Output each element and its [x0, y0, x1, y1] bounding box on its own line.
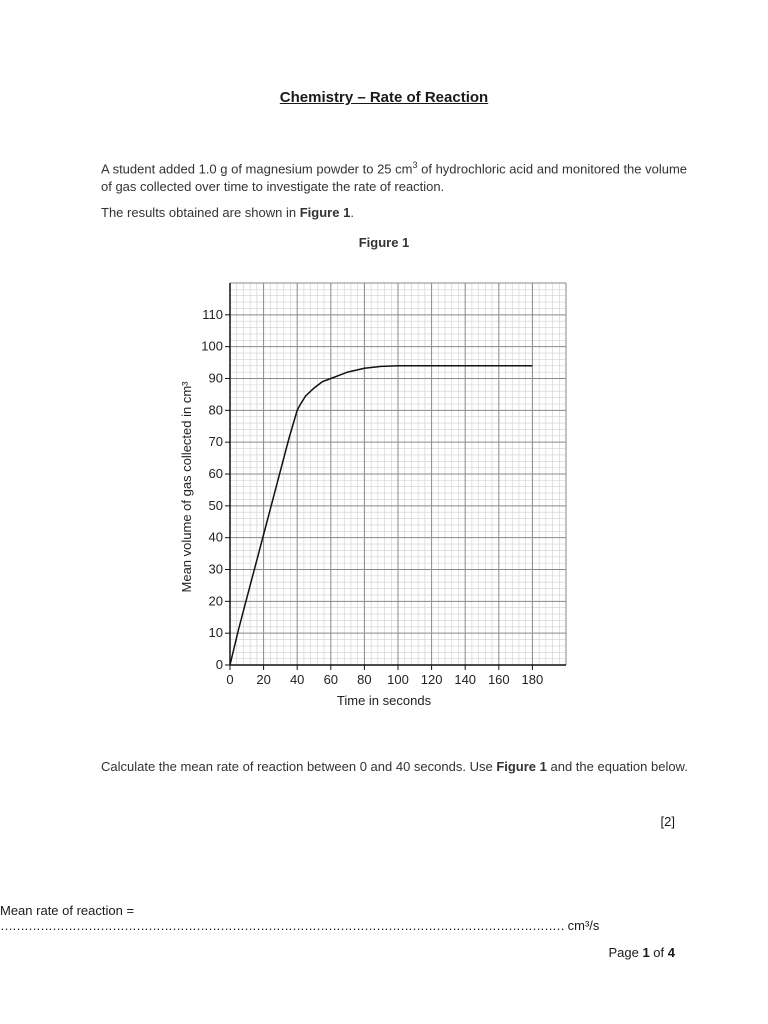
x-tick-label: 40: [289, 672, 305, 687]
y-tick-label: 40: [208, 529, 223, 545]
x-tick-label: 180: [521, 672, 544, 687]
y-tick-label: 0: [215, 657, 223, 672]
y-tick-label: 110: [202, 306, 223, 322]
y-tick-label: 90: [208, 370, 223, 386]
answer-line: Mean rate of reaction = …………………………………………………………………………………………………………………………… cm³/s: [0, 903, 600, 933]
y-tick-label: 70: [208, 434, 223, 450]
x-tick-label: 160: [487, 672, 510, 687]
y-tick-label: 100: [201, 338, 223, 354]
results-paragraph: The results obtained are shown in Figure 1.: [101, 205, 354, 220]
y-tick-label: 10: [208, 625, 223, 641]
y-tick-label: 20: [208, 593, 223, 609]
ticks: [225, 315, 532, 670]
x-axis-label: Time in seconds: [336, 693, 432, 708]
x-tick-label: 60: [323, 672, 339, 687]
superscript-3: 3: [412, 160, 418, 170]
page-title: Chemistry – Rate of Reaction: [279, 89, 489, 106]
y-axis-label: Mean volume of gas collected in cm³: [179, 381, 194, 593]
figure-ref: Figure 1: [299, 205, 351, 220]
x-tick-label: 100: [387, 672, 409, 687]
x-tick-label: 140: [454, 672, 477, 687]
x-tick-label: 20: [256, 672, 271, 687]
x-tick-label: 0: [226, 672, 234, 687]
answer-blank[interactable]: ……………………………………………………………………………………………………………………………: [0, 918, 564, 933]
intro-paragraph: A student added 1.0 g of magnesium powder to 25 $cm^3$ of hydrochloric acid and monitored the volume of gas collected over time to investigate the rate of reaction.: [101, 160, 688, 195]
y-tick-label: 80: [208, 402, 223, 418]
marks-label: [2]: [660, 814, 675, 829]
y-tick-label: 30: [208, 561, 223, 577]
x-tick-label: 80: [357, 672, 372, 687]
page-number: Page 1 of 4: [608, 945, 675, 960]
question-paragraph: Calculate the mean rate of reaction between 0 and 40 seconds. Use Figure 1 and the equation below.: [101, 759, 688, 774]
figure-caption: Figure 1: [358, 235, 410, 250]
figure-ref: Figure 1: [496, 759, 547, 774]
rate-of-reaction-chart: [170, 275, 580, 725]
y-tick-label: 60: [208, 466, 223, 481]
y-tick-label: 50: [208, 497, 223, 513]
x-tick-label: 120: [420, 672, 443, 687]
